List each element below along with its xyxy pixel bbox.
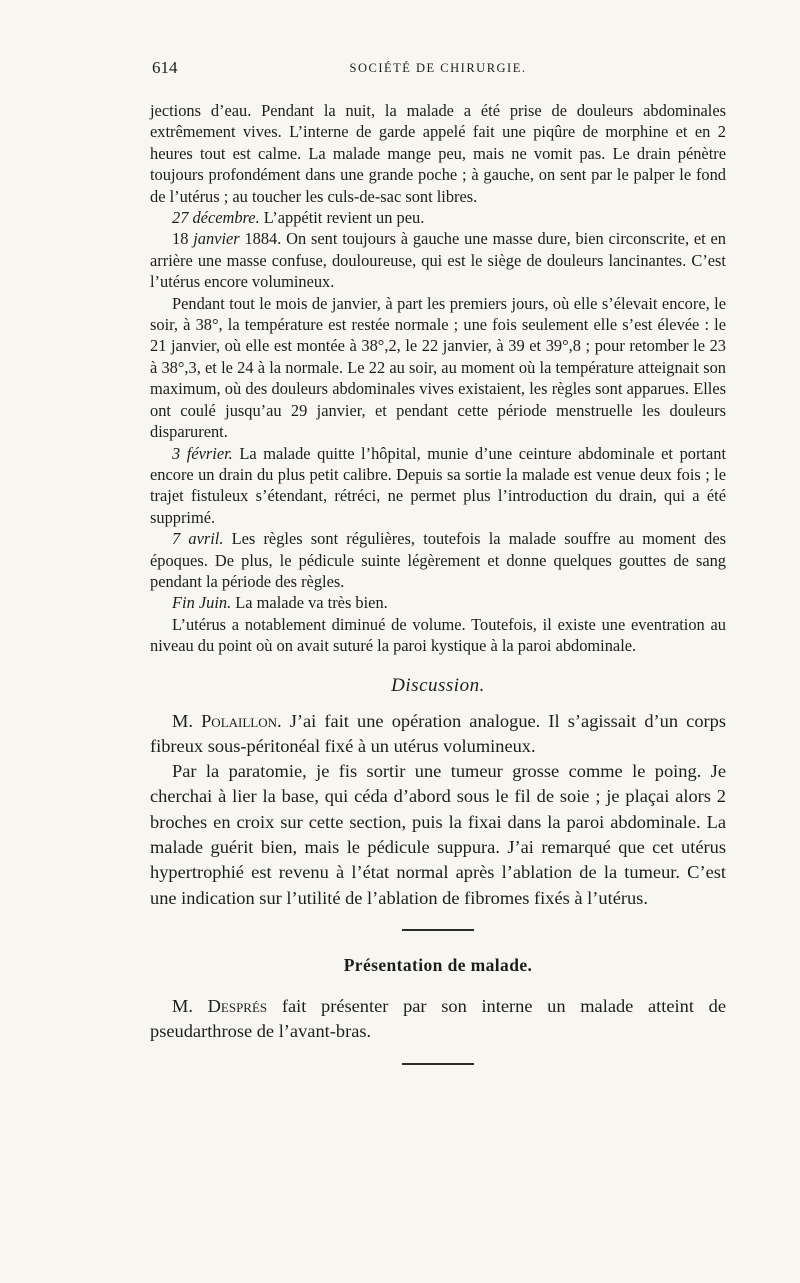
speaker-name: M. Polaillon.	[172, 710, 282, 731]
paragraph-janvier: Pendant tout le mois de janvier, à part les premiers jours, où elle s’élevait encore, le soir, à 38°, la température est restée normale ; une fois seulement elle s’est élevée : le 21 janvier, où elle est montée à 38°,2, le 22 janvier, à 39 et 39°,8 ; pour retomber le 23 à 38°,3, et le 24 à la normale. Le 22 au soir, au moment où la température atteignait son maximum, où des douleurs abdominales vives existaient, les règles sont apparues. Elles ont coulé jusqu’au 29 janvier, et pendant cette période menstruelle les douleurs disparurent.	[150, 293, 726, 442]
paragraph-uterus: L’utérus a notablement diminué de volume. Toutefois, il existe une eventration au niveau du point où on avait suturé la paroi kystique à la paroi abdominale.	[150, 614, 726, 656]
entry-date: Fin Juin.	[172, 593, 232, 613]
page-number: 614	[152, 58, 178, 77]
speaker-name: M. Després	[172, 995, 268, 1016]
running-header	[148, 58, 728, 84]
entry-date: janvier	[193, 229, 240, 249]
entry-text: 1884. On sent toujours à gauche une masse dure, bien circonscrite, et en arrière une masse confuse, douloureuse, qui est le siège de douleurs lancinantes. C’est l’utérus encore volumineux.	[150, 229, 726, 292]
discussion-paragraph-2: Par la paratomie, je fis sortir une tumeur grosse comme le poing. Je cherchai à lier la base, qui céda d’abord sous le fil de soie ; je plaçai alors 2 broches en croix sur cette section, puis la fixai dans la paroi abdominale. La malade guérit bien, mais le pédicule suppura. J’ai remarqué que cet utérus hypertrophié est revenu à l’état normal après l’ablation de la tumeur. C’est une indication sur l’utilité de l’ablation de fibromes fixés à l’utérus.	[150, 761, 726, 908]
entry-3-fevrier	[150, 443, 726, 529]
presentation-section	[150, 994, 726, 1045]
running-title: SOCIÉTÉ DE CHIRURGIE.	[349, 61, 527, 75]
entry-day: 18	[172, 229, 189, 249]
section-divider	[402, 929, 474, 931]
entry-7-avril	[150, 528, 726, 592]
entry-text: L’appétit revient un peu.	[259, 208, 425, 228]
paragraph-continuation: jections d’eau. Pendant la nuit, la malade a été prise de douleurs abdominales extrêmement vives. L’interne de garde appelé fait une piqûre de morphine et en 2 heures tout est calme. La malade mange peu, mais ne vomit pas. Le drain pénètre toujours profondément dans une grande poche ; à gauche, on sent par le palper le fond de l’utérus ; au toucher les culs-de-sac sont libres.	[150, 101, 726, 206]
presentation-heading: Présentation de malade.	[343, 954, 533, 975]
discussion-heading: Discussion.	[391, 674, 485, 696]
discussion-section	[150, 709, 726, 911]
entry-text: La malade quitte l’hôpital, munie d’une ceinture abdominale et portant encore un drain du plus petit calibre. Depuis sa sortie la malade est venue deux fois ; le trajet fistuleux s’étendant, rétréci, ne permet plus l’introduction du drain, qui a été supprimé.	[150, 443, 726, 527]
entry-date: 3 février.	[172, 443, 233, 463]
case-notes	[150, 100, 726, 657]
presentation-text: fait présenter par son interne un malade atteint de pseudarthrose de l’avant-bras.	[150, 995, 727, 1042]
entry-18-janvier	[150, 228, 726, 292]
entry-27-decembre	[150, 207, 726, 228]
entry-text: La malade va très bien.	[231, 593, 388, 613]
entry-date: 7 avril.	[172, 529, 224, 549]
discussion-paragraph-1	[150, 709, 726, 760]
entry-fin-juin	[150, 592, 726, 613]
discussion-text: J’ai fait une opération analogue. Il s’agissait d’un corps fibreux sous-péritonéal fixé à un utérus volumineux.	[150, 710, 727, 756]
entry-date: 27 décembre.	[172, 208, 260, 228]
section-divider	[402, 1063, 474, 1065]
entry-text: Les règles sont régulières, toutefois la malade souffre au moment des époques. De plus, le pédicule suinte légèrement et donne quelques gouttes de sang pendant la période des règles.	[150, 529, 726, 591]
page-body	[150, 100, 726, 1065]
presentation-paragraph	[150, 994, 726, 1045]
